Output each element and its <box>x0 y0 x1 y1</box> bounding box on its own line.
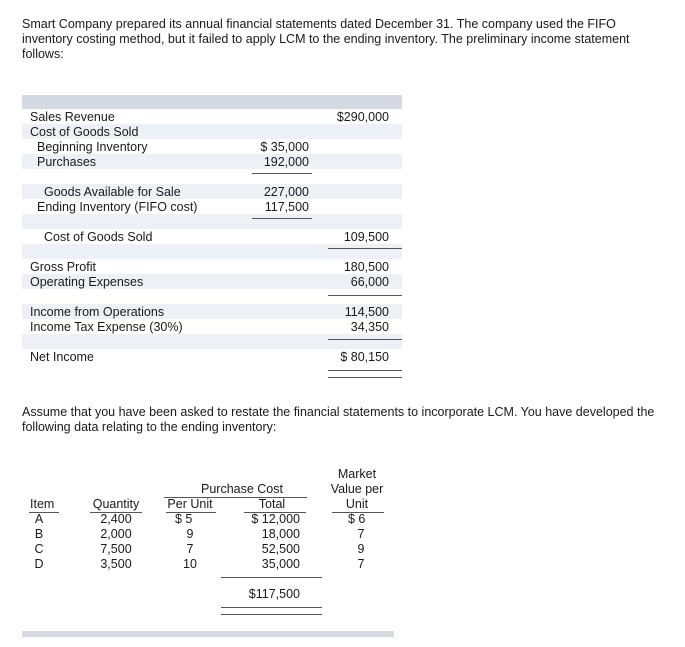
income-tax-value: 34,350 <box>350 320 389 334</box>
row-band <box>22 244 402 259</box>
inventory-table <box>22 465 394 637</box>
income-statement <box>22 95 402 385</box>
underline <box>252 173 312 174</box>
quantity-header: Quantity <box>92 497 140 511</box>
sales-revenue-value: $290,000 <box>336 110 389 124</box>
underline <box>252 218 312 219</box>
gross-profit-value: 180,500 <box>343 260 389 274</box>
per-unit-cell: $ 5 <box>175 512 193 526</box>
market-cell: 7 <box>357 527 365 541</box>
ending-inventory-value: 117,500 <box>264 200 309 214</box>
intro-paragraph: Smart Company prepared its annual financial statements dated December 31. The company used the FIFO inventory costing method, but it failed to apply LCM to the ending inventory. The preliminary income statement follows: <box>22 17 630 61</box>
grand-total-double-underline-bottom <box>221 614 322 615</box>
quantity-cell: 2,400 <box>100 512 132 526</box>
header-bar <box>22 95 402 109</box>
goods-available-value: 227,000 <box>263 185 309 199</box>
item-cell: D <box>34 557 44 571</box>
total-header: Total <box>258 497 286 511</box>
market-header-line1: Market <box>337 467 377 481</box>
grand-total: $117,500 <box>248 587 300 601</box>
underline <box>328 248 402 249</box>
assume-paragraph: Assume that you have been asked to restate the financial statements to incorporate LCM. You have developed the following data relating to the ending inventory: <box>22 405 655 434</box>
purchases-value: 192,000 <box>263 155 309 169</box>
per-unit-cell: 9 <box>186 527 194 541</box>
total-cell: 52,500 <box>261 542 300 556</box>
row-band <box>22 334 402 349</box>
net-income-label: Net Income <box>30 350 94 364</box>
item-cell: B <box>34 527 44 541</box>
double-underline-bottom <box>328 377 402 378</box>
total-cell: 35,000 <box>261 557 300 571</box>
footer-bar <box>22 631 394 637</box>
underline <box>328 339 402 340</box>
quantity-cell: 2,000 <box>100 527 132 541</box>
cost-of-goods-sold-value: 109,500 <box>343 230 389 244</box>
item-cell: A <box>34 512 44 526</box>
sales-revenue-label: Sales Revenue <box>30 110 115 124</box>
beginning-inventory-value: $ 35,000 <box>260 140 309 154</box>
market-cell: $ 6 <box>348 512 366 526</box>
cost-of-goods-sold-label: Cost of Goods Sold <box>44 230 153 244</box>
per-unit-cell: 10 <box>183 557 197 571</box>
item-header: Item <box>30 497 55 511</box>
market-cell: 9 <box>357 542 365 556</box>
beginning-inventory-label: Beginning Inventory <box>37 140 148 154</box>
income-tax-label: Income Tax Expense (30%) <box>30 320 183 334</box>
market-header-line2: Value per <box>330 482 384 496</box>
income-from-operations-label: Income from Operations <box>30 305 165 319</box>
cogs-header: Cost of Goods Sold <box>30 125 139 139</box>
ending-inventory-label: Ending Inventory (FIFO cost) <box>37 200 198 214</box>
item-cell: C <box>34 542 44 556</box>
double-underline-top <box>328 370 402 371</box>
goods-available-label: Goods Available for Sale <box>44 185 181 199</box>
per-unit-header: Per Unit <box>167 497 213 511</box>
quantity-cell: 7,500 <box>100 542 132 556</box>
net-income-value: $ 80,150 <box>340 350 389 364</box>
quantity-cell: 3,500 <box>100 557 132 571</box>
total-cell: $ 12,000 <box>251 512 300 526</box>
underline <box>328 295 402 296</box>
income-from-operations-value: 114,500 <box>344 305 389 319</box>
market-cell: 7 <box>357 557 365 571</box>
purchase-cost-header: Purchase Cost <box>201 482 283 496</box>
total-cell: 18,000 <box>261 527 300 541</box>
row-band <box>22 214 402 229</box>
total-underline <box>221 577 322 578</box>
operating-expenses-label: Operating Expenses <box>30 275 144 289</box>
per-unit-cell: 7 <box>186 542 194 556</box>
gross-profit-label: Gross Profit <box>30 260 96 274</box>
operating-expenses-value: 66,000 <box>350 275 389 289</box>
market-header-line3: Unit <box>345 497 369 511</box>
grand-total-double-underline-top <box>221 607 322 608</box>
purchases-label: Purchases <box>37 155 97 169</box>
